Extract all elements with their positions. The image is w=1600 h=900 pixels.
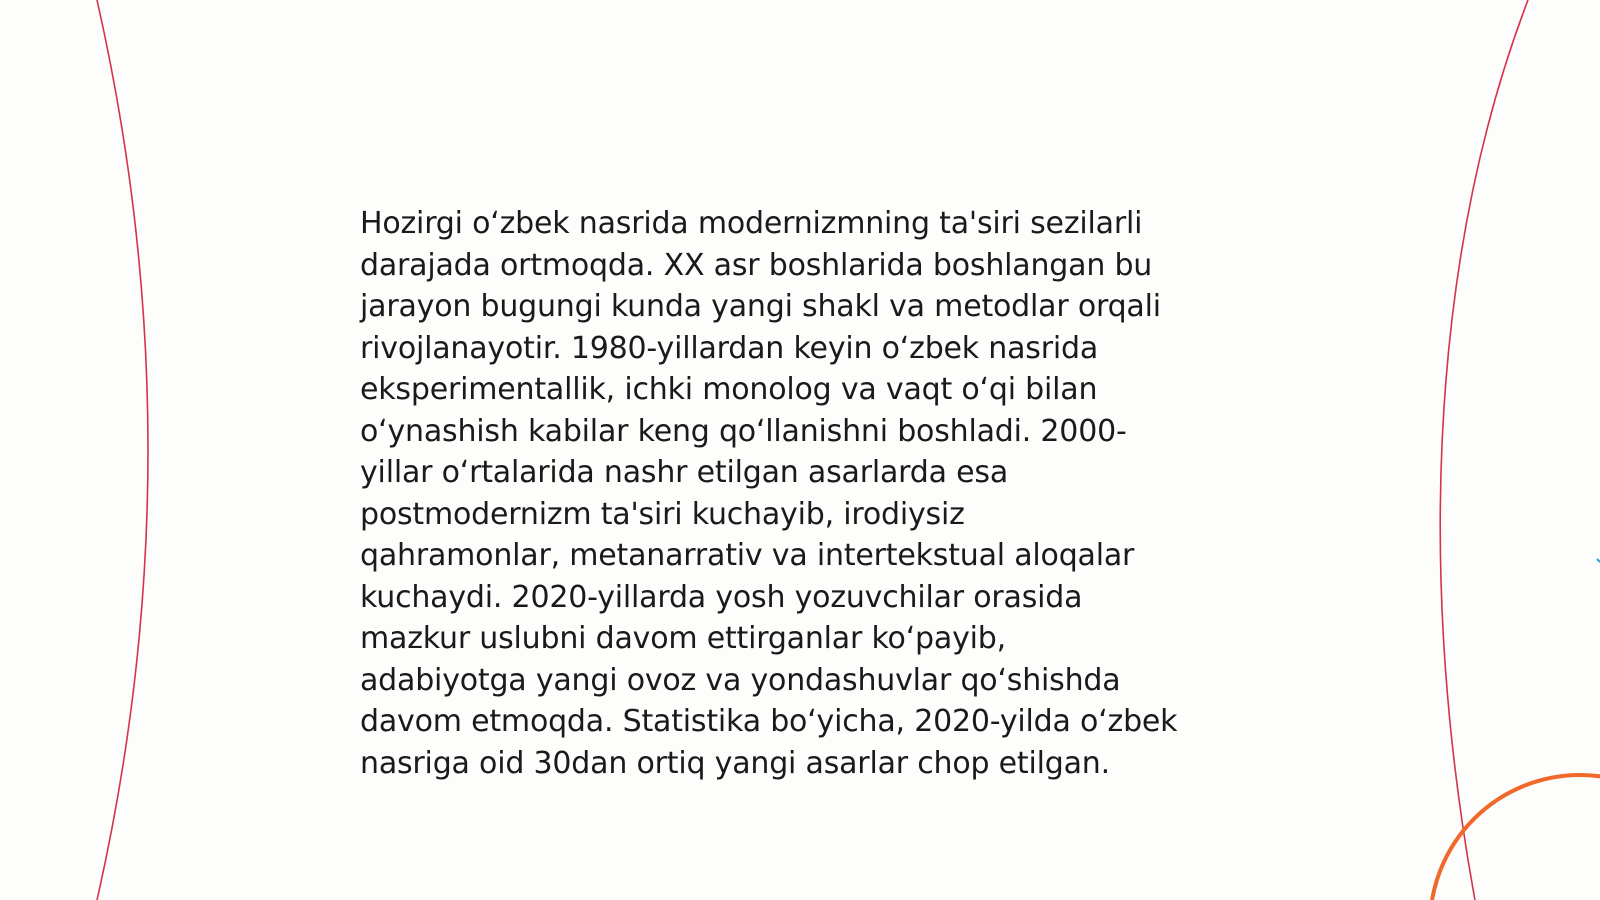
text-line: qahramonlar, metanarrativ va intertekstual aloqalar: [360, 538, 1135, 573]
text-line: yillar o‘rtalarida nashr etilgan asarlarda esa: [360, 455, 1009, 490]
text-line: davom etmoqda. Statistika bo‘yicha, 2020-yilda o‘zbek: [360, 704, 1178, 739]
text-line: eksperimentallik, ichki monolog va vaqt o‘qi bilan: [360, 372, 1098, 407]
text-line: postmodernizm ta'siri kuchayib, irodiysiz: [360, 496, 965, 532]
text-line: jarayon bugungi kunda yangi shakl va metodlar orqali: [360, 289, 1161, 324]
text-line: darajada ortmoqda. XX asr boshlarida boshlangan bu: [360, 247, 1153, 283]
left-curve-line: [97, 0, 148, 900]
orange-accent-circle: [1430, 775, 1600, 900]
body-paragraph: [360, 203, 1260, 784]
text-line: rivojlanayotir. 1980-yillardan keyin o‘zbek nasrida: [360, 330, 1099, 366]
text-line: nasriga oid 30dan ortiq yangi asarlar chop etilgan.: [360, 745, 1110, 781]
right-curve-line: [1440, 0, 1528, 900]
text-line: kuchaydi. 2020-yillarda yosh yozuvchilar orasida: [360, 579, 1083, 615]
text-line: Hozirgi o‘zbek nasrida modernizmning ta'siri sezilarli: [360, 206, 1143, 241]
text-line: mazkur uslubni davom ettirganlar ko‘payib,: [360, 621, 1006, 656]
text-line: o‘ynashish kabilar keng qo‘llanishni boshladi. 2000-: [360, 413, 1127, 449]
text-line: adabiyotga yangi ovoz va yondashuvlar qo‘shishda: [360, 662, 1121, 698]
